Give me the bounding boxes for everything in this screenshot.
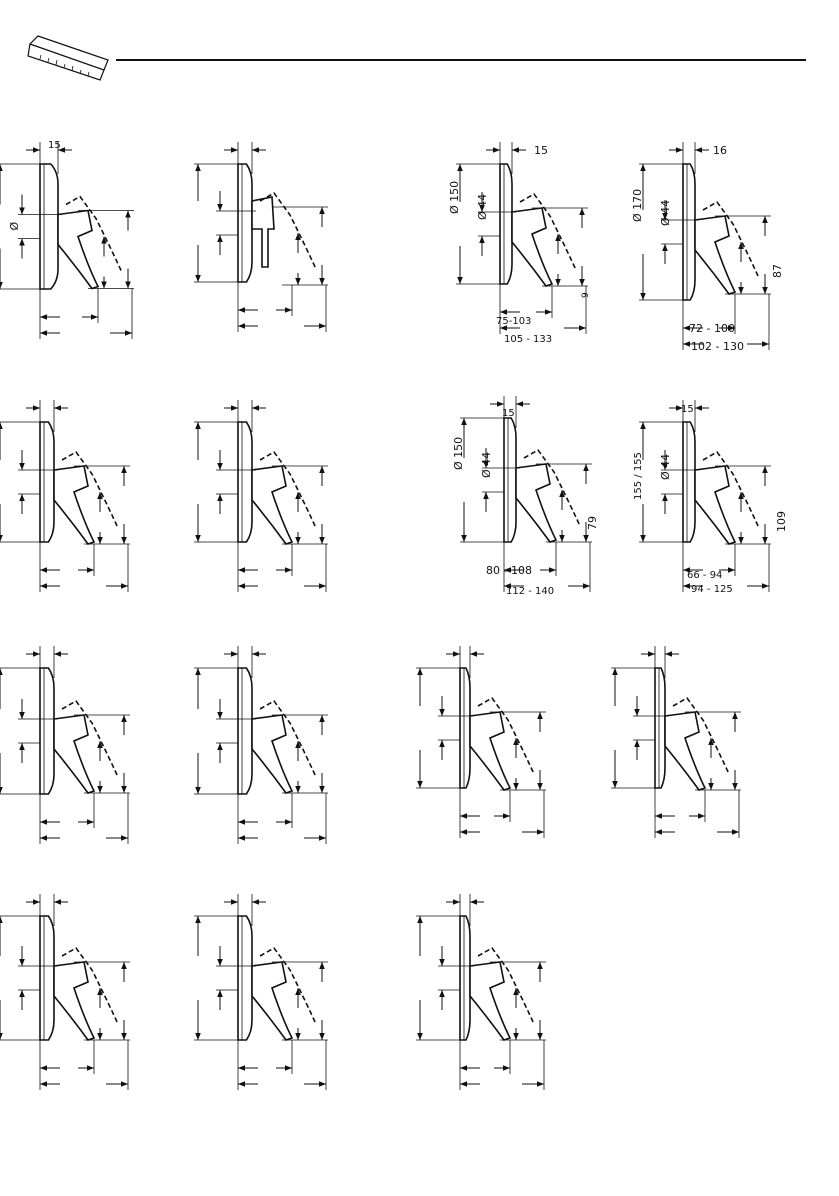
cover-plate — [238, 422, 252, 542]
mixer-drawing — [194, 646, 328, 844]
diameter-label: Ø 44 — [476, 193, 489, 220]
mixer-drawing — [448, 142, 591, 345]
lever-handle — [54, 466, 94, 544]
cover-plate — [460, 916, 470, 1040]
diameter-label: Ø — [8, 221, 21, 231]
projection-label: 80 - 108 — [486, 564, 532, 577]
mixer-drawing — [0, 646, 130, 844]
lever-handle — [665, 712, 705, 790]
mixer-drawing — [452, 396, 599, 597]
mixer-drawing — [631, 142, 784, 353]
mixer-drawing — [194, 142, 328, 332]
width-label: 15 — [681, 404, 694, 415]
diameter-label: 155 / 155 — [633, 452, 644, 500]
cover-plate — [40, 668, 54, 794]
lever-handle — [470, 962, 510, 1040]
mixer-drawing — [416, 894, 546, 1090]
cover-plate — [238, 668, 252, 794]
lever-handle — [252, 466, 292, 544]
lever-handle — [252, 962, 292, 1040]
projection-label: 66 - 94 — [687, 570, 723, 581]
mixer-drawing — [194, 894, 328, 1090]
diameter-label: Ø 44 — [659, 453, 672, 480]
width-label: 15 — [48, 140, 61, 151]
mixer-drawing — [611, 646, 741, 838]
mixer-drawing — [0, 400, 130, 592]
projection-label: 94 - 125 — [691, 584, 733, 595]
width-label: 15 — [534, 144, 548, 157]
diameter-label: Ø 44 — [480, 451, 493, 478]
cover-plate — [500, 164, 512, 284]
cover-plate — [683, 422, 695, 542]
mixer-drawing — [416, 646, 546, 838]
cover-plate — [40, 422, 54, 542]
diameter-label: Ø 150 — [448, 180, 461, 214]
projection-label: 75-103 — [496, 316, 532, 327]
lever-handle — [470, 712, 510, 790]
height-label: 9 — [581, 292, 591, 298]
cover-plate — [40, 916, 54, 1040]
lever-handle — [252, 197, 274, 267]
lever-handle — [516, 464, 556, 542]
lever-handle — [695, 216, 735, 294]
mixer-drawing — [0, 140, 134, 339]
cover-plate — [504, 418, 516, 542]
lever-handle — [512, 208, 552, 286]
projection-label: 102 - 130 — [691, 340, 744, 353]
width-label: 15 — [502, 408, 515, 419]
diameter-label: Ø 44 — [659, 199, 672, 226]
mixer-drawing — [633, 400, 788, 595]
diameter-label: Ø 170 — [631, 188, 644, 222]
diameter-label: Ø 150 — [452, 436, 465, 470]
cover-plate — [238, 164, 252, 282]
mixer-drawing — [0, 894, 130, 1090]
cover-plate — [40, 164, 58, 289]
height-label: 79 — [586, 516, 599, 530]
width-label: 16 — [713, 144, 727, 157]
height-label: 87 — [771, 264, 784, 278]
cover-plate — [238, 916, 252, 1040]
height-label: 109 — [775, 511, 788, 532]
ruler-icon — [28, 36, 108, 80]
lever-handle — [252, 715, 292, 793]
lever-handle — [58, 211, 98, 289]
lever-handle — [54, 962, 94, 1040]
projection-label: 72 - 100 — [689, 322, 735, 335]
cover-plate — [683, 164, 695, 300]
cover-plate — [655, 668, 665, 788]
cover-plate — [460, 668, 470, 788]
lever-handle — [695, 466, 735, 544]
mixer-drawing — [194, 400, 328, 592]
projection-label: 112 - 140 — [506, 586, 555, 597]
lever-handle — [54, 715, 94, 793]
projection-label: 105 - 133 — [504, 334, 553, 345]
